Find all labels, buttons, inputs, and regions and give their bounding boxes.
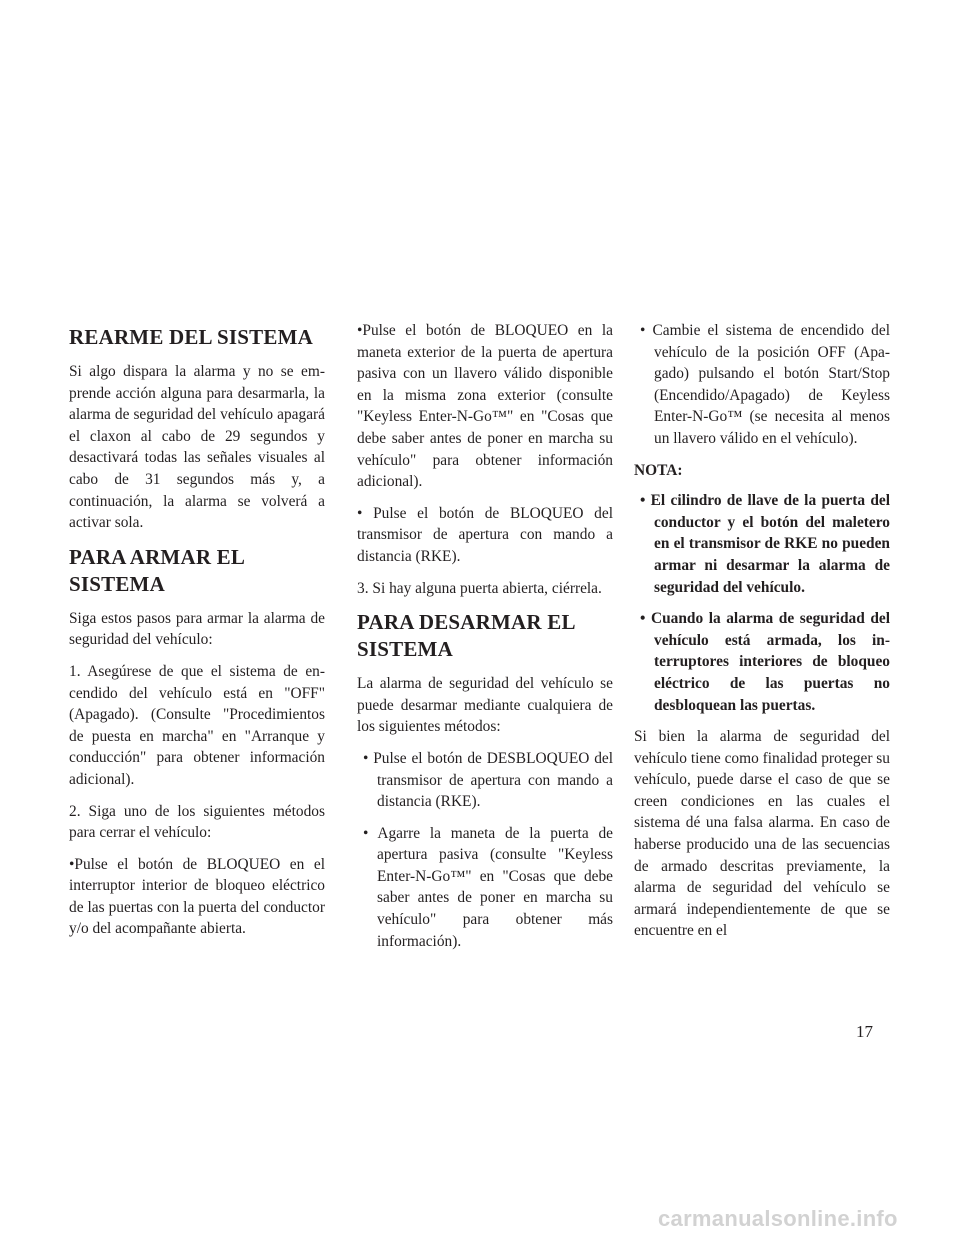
column-3 xyxy=(634,320,890,952)
paragraph: • Pulse el botón de BLOQUEO del transmisor de apertura con mando a distancia (RKE). xyxy=(357,504,613,565)
column-2 xyxy=(357,320,613,962)
note-label: NOTA: xyxy=(634,461,683,479)
page-number: 17 xyxy=(856,1022,873,1041)
heading-desarmar: PARA DESARMAR EL SISTEMA xyxy=(357,610,575,662)
column-1 xyxy=(69,320,325,950)
paragraph: La alarma de seguridad del vehículo se puede desarmar mediante cualquiera de los siguientes métodos: xyxy=(357,675,613,736)
bullet-item: • Pulse el botón de DESBLOQUEO del transmisor de apertura con mando a distancia (RKE). xyxy=(363,749,613,811)
step-3: 3. Si hay alguna puerta abierta, ciérrela. xyxy=(357,579,602,597)
paragraph: •Pulse el botón de BLOQUEO en la maneta exterior de la puerta de apertura pasiva con un llavero válido disponible en la misma zona exterior (consulte "Keyless Enter-N-Go™" en "Cosas que debe saber antes de poner en marcha su vehículo" para obtener información adicional). xyxy=(357,322,613,491)
note-bullet: • El cilindro de llave de la puerta del conductor y el botón del maletero en el transmisor de RKE no pueden armar ni desarmar la alarma de seguridad del vehículo. xyxy=(640,492,890,596)
paragraph: Si algo dispara la alarma y no se emprende acción alguna para desarmarla, la alarma de seguridad del vehículo apagará el claxon al cabo de 29 segundos y desactivará todas las señales visuales al cabo de 31 segundos más y, a continuación, la alarma se volverá a activar sola. xyxy=(69,363,325,532)
paragraph: Siga estos pasos para armar la alarma de seguridad del vehículo: xyxy=(69,609,325,649)
step-2: 2. Siga uno de los siguientes métodos para cerrar el vehículo: xyxy=(69,802,325,842)
paragraph: Si bien la alarma de seguridad del vehículo tiene como finalidad proteger su vehículo, puede darse el caso de que se creen condiciones en las cuales el sistema dé una falsa alarma. En caso de haberse producido una de las secuencias de armado descritas previamente, la alarma de seguridad del vehículo se armará independientemente de que se encuentre en el xyxy=(634,728,890,940)
watermark: carmanualsonline.info xyxy=(658,1206,898,1231)
heading-rearme: REARME DEL SISTEMA xyxy=(69,325,313,349)
bullet-item: • Cambie el sistema de encendido del vehículo de la posición OFF (Apagado) pulsando el botón Start/Stop (Encendido/Apagado) de Keyless Enter-N-Go™ (se necesita al menos un llavero válido en el vehículo). xyxy=(640,322,890,447)
note-bullet: • Cuando la alarma de seguridad del vehículo está armada, los interruptores interiores de bloqueo eléctrico de las puertas no desbloquean las puertas. xyxy=(640,610,890,714)
step-1: 1. Asegúrese de que el sistema de encendido del vehículo está en "OFF" (Apagado). (Consulte "Procedimientos de puesta en marcha" en "Arranque y conducción" para obtener información adicional). xyxy=(69,662,325,788)
heading-armar: PARA ARMAR EL SISTEMA xyxy=(69,544,244,596)
bullet-item: • Agarre la maneta de la puerta de apertura pasiva (consulte "Keyless Enter-N-Go™" en "Cosas que debe saber antes de poner en marcha su vehículo" para obtener más información). xyxy=(363,824,613,950)
paragraph: •Pulse el botón de BLOQUEO en el interruptor interior de bloqueo eléctrico de las puertas con la puerta del conductor y/o del acompañante abierta. xyxy=(69,855,325,938)
